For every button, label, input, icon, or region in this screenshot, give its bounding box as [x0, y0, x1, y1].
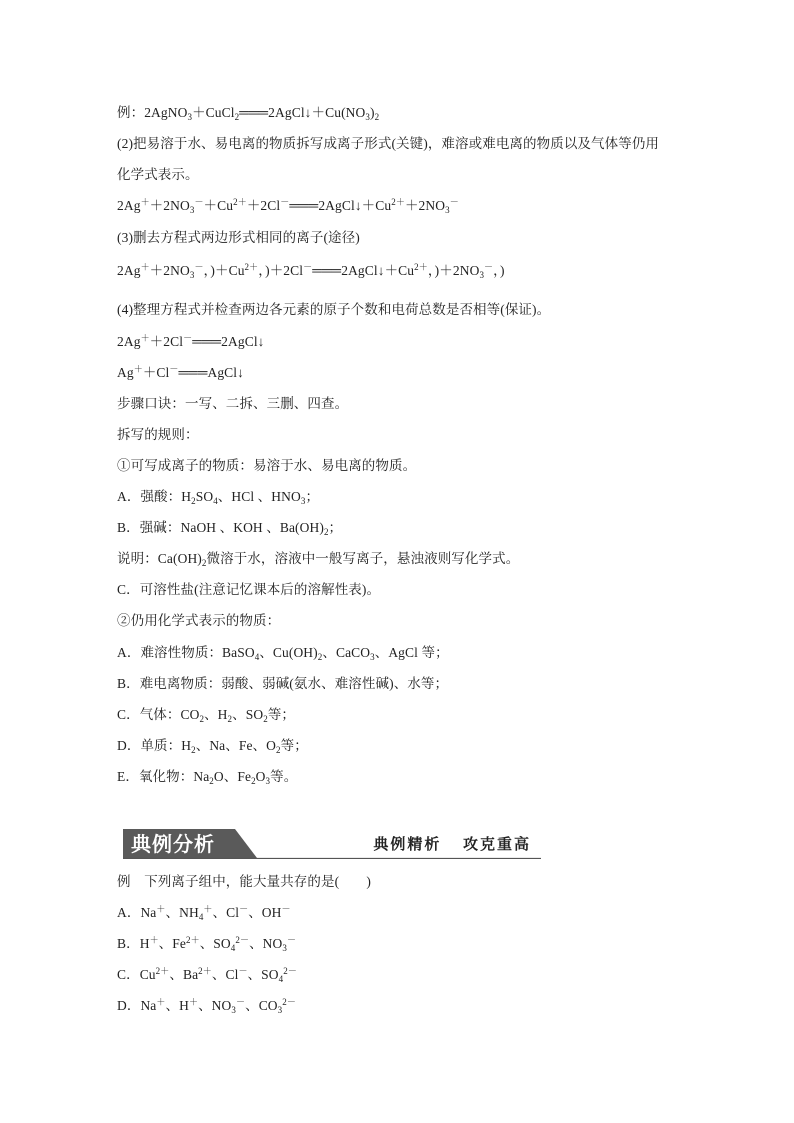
ionic-equation-final: Ag＋＋Cl－═══AgCl↓	[117, 364, 244, 380]
ionic-equation-cancel: $2Ag^++2NO_3^-$，)$+Cu^{2+}$，)$+2Cl^-═══2AgCl↓+Cu^{2+}$，)$+2NO_3^-$，)	[117, 262, 505, 280]
rule-1-strong-bases: B．强碱：NaOH 、KOH 、$Ba(OH)_2$；	[117, 520, 343, 537]
option-b: B．H＋、$Fe^{2+}$、$SO_4^{2-}$、$NO_3^-$	[117, 935, 297, 953]
rule-2-oxides: E．氧化物：$Na_2O$、$Fe_2O_3$等。	[117, 769, 298, 786]
ionic-equation-full: $2Ag^++2NO_3^-+Cu^{2+}+2Cl^-═══2AgCl↓+Cu^{2+}+2NO_3^-$	[117, 197, 459, 215]
rule-1-strong-acids: A．强酸：$H_2SO_4$、HCl 、$HNO_3$；	[117, 489, 320, 506]
example-question: 例 下列离子组中，能大量共存的是( )	[117, 874, 371, 889]
step-2-text-cont: 化学式表示。	[117, 167, 199, 182]
option-c: C．$Cu^{2+}$、$Ba^{2+}$、Cl－、$SO_4^{2-}$	[117, 966, 297, 984]
example-equation: 例：$2AgNO_3+CuCl_2═══2AgCl↓+Cu(NO_3)_2$	[117, 105, 380, 122]
step-4-text: (4)整理方程式并检查两边各元素的原子个数和电荷总数是否相等(保证)。	[117, 302, 551, 317]
rule-1-soluble-salts: C．可溶性盐(注意记忆课本后的溶解性表)。	[117, 582, 381, 597]
step-2-text: (2)把易溶于水、易电离的物质拆写成离子形式(关键)，难溶或难电离的物质以及气体等仍用	[117, 136, 660, 151]
rule-2-weak-electrolytes: B．难电离物质：弱酸、弱碱(氨水、难溶性碱)、水等；	[117, 676, 449, 691]
option-a: A．Na＋、$NH_4^+$、Cl－、OH－	[117, 904, 291, 922]
rule-2-heading: ②仍用化学式表示的物质：	[117, 613, 281, 628]
option-d: D．Na＋、H＋、$NO_3^-$、$CO_3^{2-}$	[117, 997, 296, 1015]
steps-mnemonic: 步骤口诀：一写、二拆、三删、四查。	[117, 396, 349, 411]
rule-2-elements: D．单质：$H_2$、Na、Fe、$O_2$等；	[117, 738, 308, 755]
rule-1-note: 说明：$Ca(OH)_2$微溶于水，溶液中一般写离子，悬浊液则写化学式。	[117, 551, 520, 568]
section-banner	[123, 829, 541, 859]
section-subtitle: 典例精析 攻克重高	[373, 835, 531, 853]
rules-heading: 拆写的规则：	[117, 427, 199, 442]
rule-2-gases: C．气体：$CO_2$、$H_2$、$SO_2$等；	[117, 707, 296, 724]
ionic-equation-simplified: 2Ag＋＋2Cl－═══2AgCl↓	[117, 333, 265, 349]
rule-1-heading: ①可写成离子的物质：易溶于水、易电离的物质。	[117, 458, 417, 473]
section-title: 典例分析	[131, 832, 215, 856]
rule-2-insoluble: A．难溶性物质：BaSO$_4$、$Cu(OH)_2$、CaCO$_3$、AgCl 等；	[117, 645, 449, 662]
step-3-text: (3)删去方程式两边形式相同的离子(途径)	[117, 230, 360, 245]
